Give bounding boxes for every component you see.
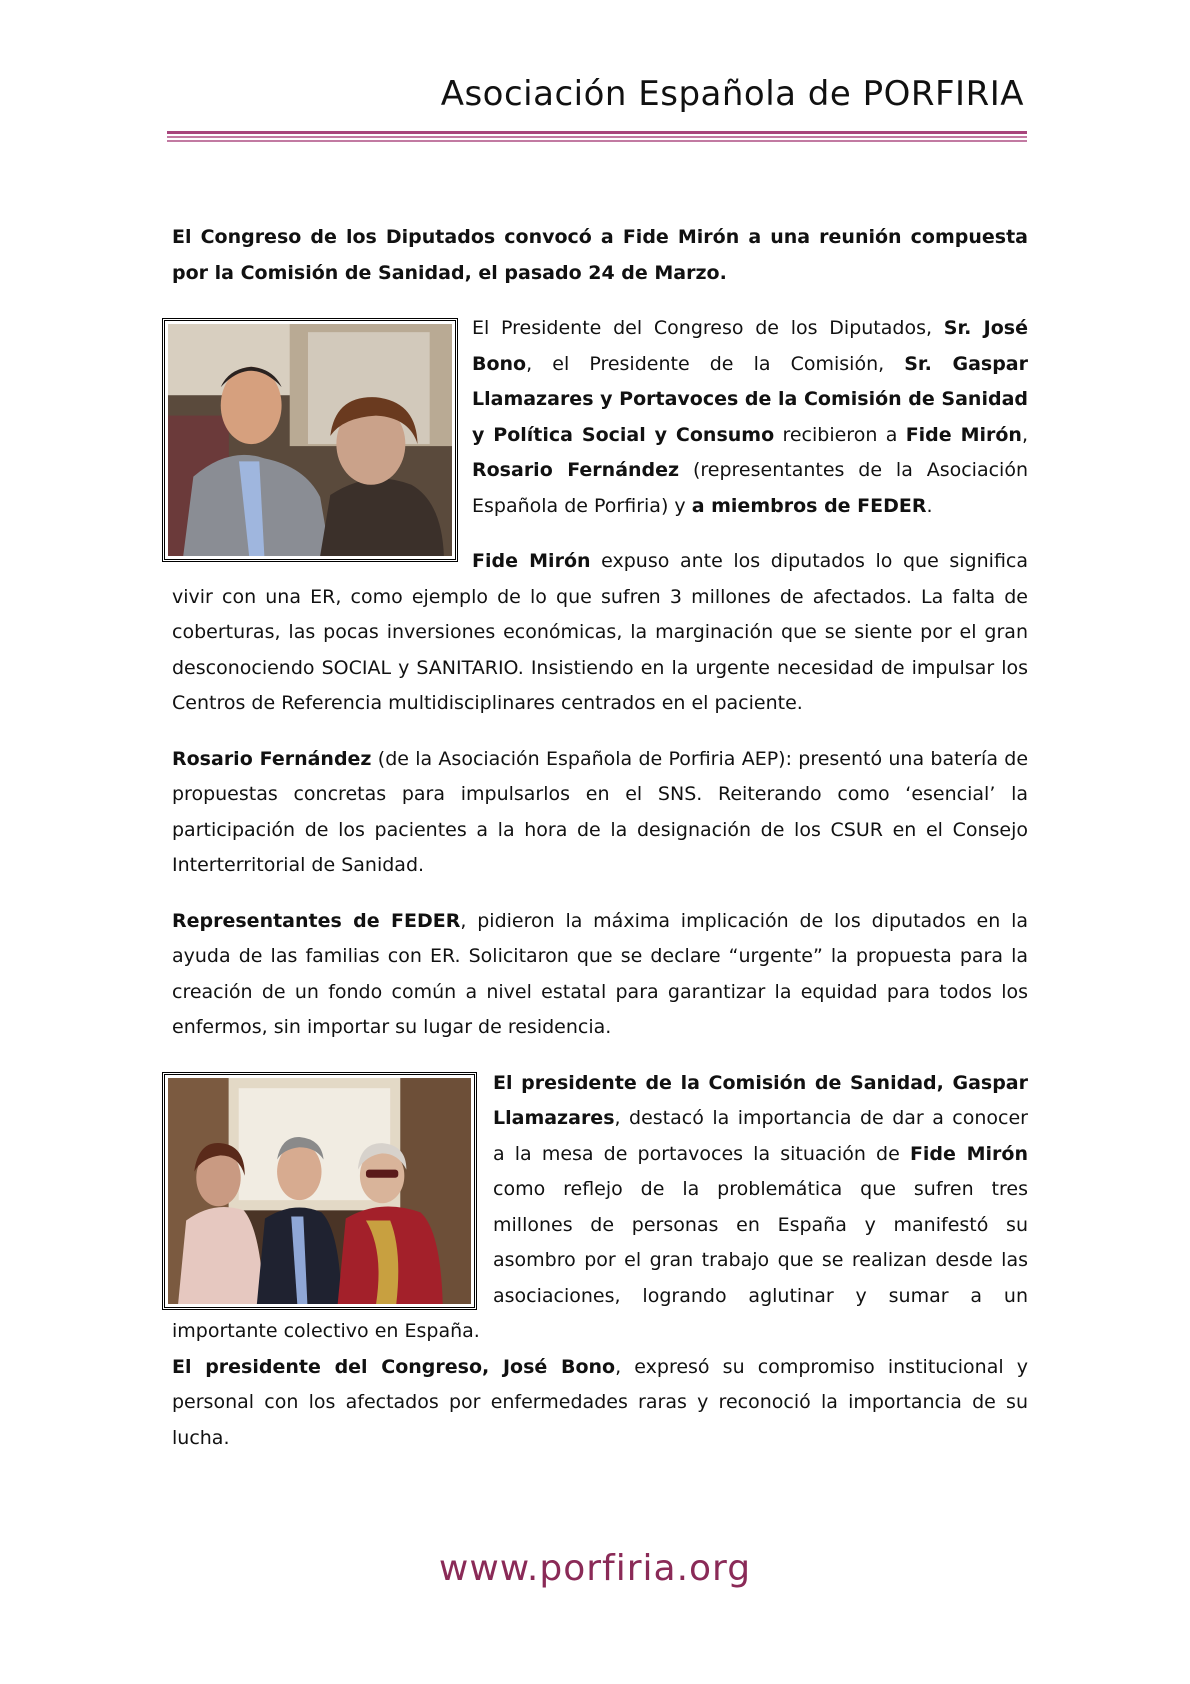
paragraph-bono	[172, 1350, 1028, 1457]
name-fernandez: Rosario Fernández	[172, 747, 372, 770]
photo-llamazares-group	[162, 1072, 477, 1310]
paragraph-miron	[172, 544, 1028, 722]
text-run: , el Presidente de la Comisión,	[526, 352, 905, 375]
text-run: (representantes de la Asociación Española de Porfiria) y	[472, 459, 1028, 517]
text-run: , expresó su compromiso institucional y personal con los afectados por enfermedades raras y reconoció la importancia de su lucha.	[172, 1355, 1028, 1449]
text-run: El Presidente del Congreso de los Diputados,	[472, 317, 944, 339]
header-title: Asociación Española de PORFIRIA	[440, 74, 1024, 114]
name-fernandez: Rosario Fernández	[472, 459, 680, 481]
name-miron: Fide Mirón	[905, 423, 1022, 446]
name-bono: El presidente del Congreso, José Bono	[172, 1355, 616, 1378]
text-run: recibieron a	[774, 423, 906, 446]
photo-llamazares-group-image	[168, 1078, 471, 1304]
text-run: , destacó la importancia de dar a conocer a la mesa de portavoces la situación de	[493, 1107, 1028, 1165]
footer-website-link[interactable]: www.porfiria.org	[438, 1548, 752, 1589]
article-body	[172, 220, 1028, 1476]
paragraph-fernandez	[172, 742, 1028, 884]
name-llamazares-portavoces: Sr. Gaspar Llamazares y Portavoces de la Comisión de Sanidad y Política Social y Consumo	[472, 352, 1028, 446]
name-bono: Sr. José Bono	[472, 317, 1028, 375]
name-miron: Fide Mirón	[909, 1142, 1028, 1165]
text-run: , pidieron la máxima implicación de los diputados en la ayuda de las familias con ER. Solicitaron que se declare “urgente” la propuesta para la creación de un fondo común a nivel estatal para garantizar la equidad para todos los enfermos, sin importar su lugar de residencia.	[172, 909, 1028, 1038]
intro-paragraph: El Congreso de los Diputados convocó a Fide Mirón a una reunión compuesta por la Comisión de Sanidad, el pasado 24 de Marzo.	[172, 226, 1028, 284]
name-feder: a miembros de FEDER	[691, 494, 927, 517]
header-divider	[167, 136, 1027, 138]
paragraph-feder	[172, 904, 1028, 1046]
text-run: ,	[1021, 423, 1028, 446]
text-run: .	[926, 494, 933, 517]
header-divider	[167, 140, 1027, 142]
header-divider	[167, 131, 1027, 134]
name-feder: Representantes de FEDER	[172, 909, 461, 932]
text-run: expuso ante los diputados lo que significa vivir con una ER, como ejemplo de lo que sufren 3 millones de afectados. La falta de coberturas, las pocas inversiones económicas, la marginación que se siente por el gran desconociendo SOCIAL y SANITARIO. Insistiendo en la urgente necesidad de impulsar los Centros de Referencia multidisciplinares centrados en el paciente.	[172, 550, 1029, 714]
text-run: (de la Asociación Española de Porfiria AEP): presentó una batería de propuestas concretas para impulsarlos en el SNS. Reiterando como ‘esencial’ la participación de los pacientes a la hora de la designación de los CSUR en el Consejo Interterritorial de Sanidad.	[172, 747, 1029, 876]
name-llamazares: El presidente de la Comisión de Sanidad, Gaspar Llamazares	[493, 1071, 1028, 1129]
text-run: como reflejo de la problemática que sufren tres millones de personas en España y manifestó su asombro por el gran trabajo que se realizan desde las asociaciones, logrando aglutinar y sumar a un importante colectivo en España.	[172, 1178, 1028, 1342]
photo-bono-miron-image	[168, 324, 452, 556]
photo-bono-miron	[162, 318, 458, 562]
name-miron: Fide Mirón	[472, 550, 591, 572]
